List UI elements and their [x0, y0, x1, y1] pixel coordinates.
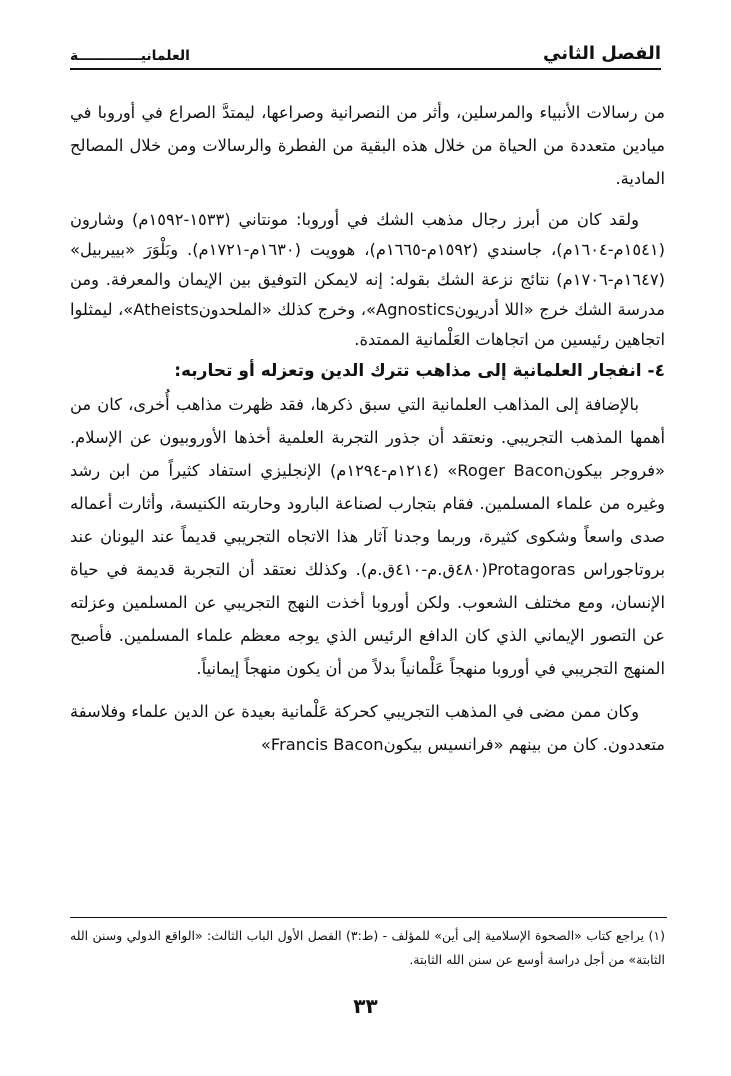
- page-number: ٣٣: [353, 994, 378, 1018]
- footnote-text: (١) يراجع كتاب «الصحوة الإسلامية إلى أين» للمؤلف - (ط:٣) الفصل الأول الباب الثالث: «الواقع الدولي وسنن الله الثابتة» من أجل دراسة أوسع عن سنن الله الثابتة.: [70, 928, 665, 967]
- chapter-title: الفصل الثاني: [543, 43, 661, 64]
- section-heading: ٤- انفجار العلمانية إلى مذاهب تترك الدين وتعزله أو تحاربه:: [174, 361, 665, 381]
- paragraph-empiricism: بالإضافة إلى المذاهب العلمانية التي سبق ذكرها، فقد ظهرت مذاهب أُخرى، كان من أهمها المذهب التجريبي. ونعتقد أن جذور التجربة العلمية أخذها الأوروبيون عن الإسلام. «فروجر بيكونRoger Bacon» (١٢١٤م-١٢٩٤م) الإنجليزي استفاد كثيراً من ابن رشد وغيره من علماء المسلمين. فقام بتجارب لصناعة البارود وحاربته الكنيسة، وأثارت أعماله صدى واسعاً وشكوى كثيرة، وربما وجدنا آثار هذا الاتجاه التجريبي قديماً عند اليونان عند بروتاجوراس Protagoras(٤٨٠ق.م-٤١٠ق.م). وكذلك نعتقد أن التجربة قديمة في حياة الإنسان، ومع مختلف الشعوب. ولكن أوروبا أخذت النهج التجريبي عن المسلمين وعزلته عن التصور الإيماني الذي كان الدافع الرئيس الذي يوجه معظم علماء المسلمين. فأصبح المنهج التجريبي في أوروبا منهجاً عَلْمانياً بدلاً من أن يكون منهجاً إيمانياً.: [70, 395, 665, 678]
- running-title: العلمانيـــــــــــــة: [70, 48, 190, 64]
- paragraph-continuation: من رسالات الأنبياء والمرسلين، وأثر من النصرانية وصراعها، ليمتدَّ الصراع في أوروبا في ميادين متعددة من الحياة من خلال هذه البقية من الفطرة والرسالات ومن خلال المصالح المادية.: [70, 103, 665, 188]
- page-header: [70, 36, 661, 70]
- paragraph-francis-bacon: وكان ممن مضى في المذهب التجريبي كحركة عَلْمانية بعيدة عن الدين علماء وفلاسفة متعددون. كان من بينهم «فرانسيس بيكونFrancis Bacon»: [70, 702, 665, 754]
- footnote: [70, 924, 665, 972]
- page-body: [70, 96, 665, 761]
- footnote-divider: [70, 917, 667, 918]
- paragraph-skeptics: ولقد كان من أبرز رجال مذهب الشك في أوروبا: مونتاني (١٥٣٣-١٥٩٢م) وشارون (١٥٤١م-١٦٠٤م)، جاسندي (١٥٩٢م-١٦٦٥م)، هوويت (١٦٣٠م-١٧٢١م). وبَلْوَرَ «بييربيل» (١٦٤٧م-١٧٠٦م) نتائج نزعة الشك بقوله: إنه لايمكن التوفيق بين الإيمان والمعرفة. ومن مدرسة الشك خرج «اللا أدريونAgnostics»، وخرج كذلك «الملحدونAtheists»، ليمثلوا اتجاهين رئيسين من اتجاهات العَلْمانية الممتدة.: [70, 210, 666, 349]
